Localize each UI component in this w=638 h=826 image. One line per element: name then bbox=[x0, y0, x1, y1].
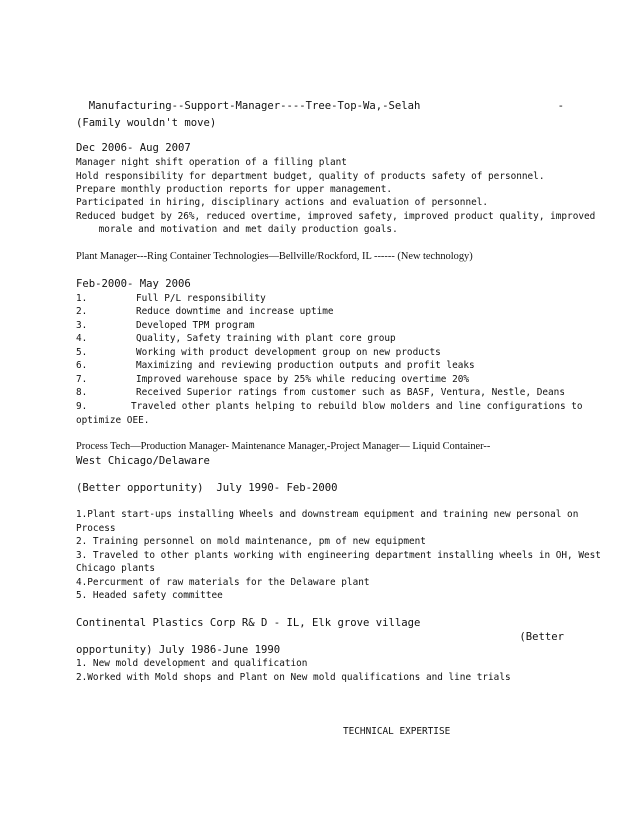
job2-item-text: Developed TPM program bbox=[136, 320, 255, 331]
job4-line: 2.Worked with Mold shops and Plant on New mold qualifications and line trials bbox=[76, 672, 511, 683]
job2-item-number: 4. bbox=[76, 333, 88, 344]
job4-right-note: (Better bbox=[519, 631, 564, 643]
job1-title: Manufacturing--Support-Manager----Tree-Top-Wa,-Selah bbox=[76, 100, 421, 112]
job3-line: 5. Headed safety committee bbox=[76, 590, 223, 601]
job2-title: Plant Manager---Ring Container Technologies—Bellville/Rockford, IL ------ (New technology) bbox=[76, 251, 473, 262]
job3-line: Chicago plants bbox=[76, 563, 156, 574]
job1-line: Hold responsibility for department budget, quality of products safety of personnel. bbox=[76, 171, 545, 182]
job2-item-number: 5. bbox=[76, 347, 88, 358]
job2-item-number: 7. bbox=[76, 374, 88, 385]
job1-title-dash: - bbox=[557, 100, 564, 112]
job4-line: 1. New mold development and qualification bbox=[76, 658, 308, 669]
job2-item-text: Reduce downtime and increase uptime bbox=[136, 306, 334, 317]
job2-item-number: 2. bbox=[76, 306, 88, 317]
job2-item-text: Improved warehouse space by 25% while reducing overtime 20% bbox=[136, 374, 470, 385]
job3-line: 4.Percurment of raw materials for the Delaware plant bbox=[76, 577, 370, 588]
job1-line: Participated in hiring, disciplinary actions and evaluation of personnel. bbox=[76, 197, 489, 208]
job2-item-number: 3. bbox=[76, 320, 88, 331]
section-heading: TECHNICAL EXPERTISE bbox=[343, 726, 451, 737]
job2-item-text: Quality, Safety training with plant core group bbox=[136, 333, 396, 344]
job3-line: 2. Training personnel on mold maintenance, pm of new equipment bbox=[76, 536, 426, 547]
job1-dates: Dec 2006- Aug 2007 bbox=[76, 142, 191, 154]
job1-subtitle: (Family wouldn't move) bbox=[76, 117, 217, 129]
job4-title: Continental Plastics Corp R& D - IL, Elk grove village bbox=[76, 617, 421, 629]
job2-item-text: Maximizing and reviewing production outputs and profit leaks bbox=[136, 360, 475, 371]
job2-item-number: 8. bbox=[76, 387, 88, 398]
job2-item-text: Traveled other plants helping to rebuild blow molders and line configurations to bbox=[131, 401, 583, 412]
job2-dates: Feb-2000- May 2006 bbox=[76, 278, 191, 290]
job2-item-number: 6. bbox=[76, 360, 88, 371]
job1-line: Prepare monthly production reports for upper management. bbox=[76, 184, 393, 195]
job3-dates: (Better opportunity) July 1990- Feb-2000 bbox=[76, 482, 338, 494]
job1-line: morale and motivation and met daily production goals. bbox=[76, 224, 398, 235]
job2-item-number: 1. bbox=[76, 293, 88, 304]
job2-item-text: Working with product development group on new products bbox=[136, 347, 441, 358]
job4-dates: opportunity) July 1986-June 1990 bbox=[76, 644, 281, 656]
job2-item-text: Full P/L responsibility bbox=[136, 293, 266, 304]
job3-line: Process bbox=[76, 523, 116, 534]
job3-title: Process Tech—Production Manager- Maintenance Manager,-Project Manager— Liquid Container-- bbox=[76, 441, 491, 452]
job1-line: Reduced budget by 26%, reduced overtime, improved safety, improved product quality, improved bbox=[76, 211, 596, 222]
job2-item-text: Received Superior ratings from customer such as BASF, Ventura, Nestle, Deans bbox=[136, 387, 565, 398]
job3-title-location: West Chicago/Delaware bbox=[76, 455, 210, 467]
job3-line: 1.Plant start-ups installing Wheels and downstream equipment and training new personal on bbox=[76, 509, 579, 520]
job3-line: 3. Traveled to other plants working with engineering department installing wheels in OH, West bbox=[76, 550, 601, 561]
job2-continuation: optimize OEE. bbox=[76, 415, 150, 426]
job2-item-number: 9. bbox=[76, 401, 88, 412]
job1-line: Manager night shift operation of a filling plant bbox=[76, 157, 347, 168]
